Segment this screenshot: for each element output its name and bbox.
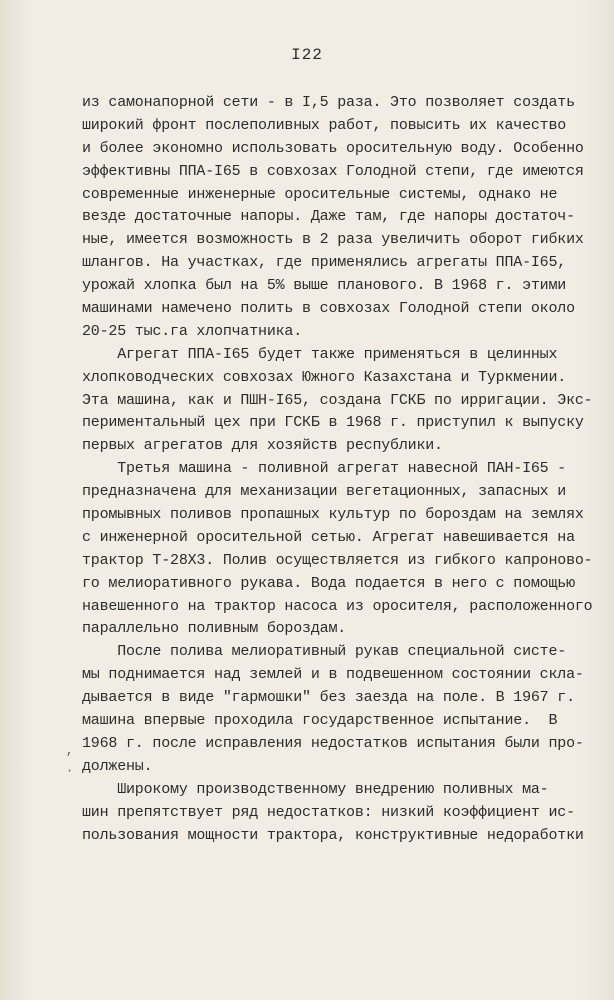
text-line: должены. — [82, 757, 153, 775]
margin-tick-mark: · — [66, 764, 74, 778]
text-line: современные инженерные оросительные системы, однако не — [82, 185, 558, 203]
text-line: 1968 г. после исправления недостатков испытания были про- — [82, 734, 584, 752]
text-line: машина впервые проходила государственное испытание. В — [82, 712, 558, 730]
text-line: дывается в виде "гармошки" без заезда на поле. В 1967 г. — [82, 689, 575, 707]
text-line: хлопководческих совхозах Южного Казахстана и Туркмении. — [82, 368, 567, 386]
text-line: Эта машина, как и ПШН-I65, создана ГСКБ по ирригации. Экс- — [82, 391, 593, 409]
text-line: го мелиоративного рукава. Вода подается в него с помощью — [82, 574, 575, 592]
text-line: Третья машина - поливной агрегат навесной ПАН-I65 - — [82, 460, 567, 478]
text-line: мы поднимается над землей и в подвешенном состоянии скла- — [82, 666, 584, 684]
text-line: предназначена для механизации вегетационных, запасных и — [82, 483, 567, 501]
text-line: параллельно поливным бороздам. — [82, 620, 347, 638]
text-line: шин препятствует ряд недостатков: низкий коэффициент ис- — [82, 803, 575, 821]
text-line: из самонапорной сети - в I,5 раза. Это позволяет создать — [82, 94, 575, 111]
text-line: Агрегат ППА-I65 будет также применяться в целинных — [82, 345, 558, 363]
text-line: После полива мелиоративный рукав специальной систе- — [82, 643, 567, 661]
text-line: шлангов. На участках, где применялись агрегаты ППА-I65, — [82, 254, 567, 272]
text-line: периментальный цех при ГСКБ в 1968 г. приступил к выпуску — [82, 414, 584, 432]
body-text — [82, 92, 593, 847]
page-number: I22 — [291, 46, 323, 64]
text-line: с инженерной оросительной сетью. Агрегат навешивается на — [82, 528, 575, 546]
text-line: ные, имеется возможность в 2 раза увеличить оборот гибких — [82, 231, 584, 249]
text-line: везде достаточные напоры. Даже там, где напоры достаточ- — [82, 208, 575, 226]
text-line: пользования мощности трактора, конструктивные недоработки — [82, 826, 584, 844]
margin-tick-mark: , — [66, 744, 74, 758]
text-line: машинами намечено полить в совхозах Голодной степи около — [82, 300, 575, 318]
text-line: урожай хлопка был на 5% выше планового. В 1968 г. этими — [82, 277, 567, 295]
text-line: промывных поливов пропашных культур по бороздам на землях — [82, 506, 584, 524]
text-line: навешенного на трактор насоса из оросителя, расположенного — [82, 597, 593, 615]
text-line: широкий фронт послеполивных работ, повысить их качество — [82, 116, 567, 134]
text-line: первых агрегатов для хозяйств республики. — [82, 437, 443, 455]
text-line: эффективны ППА-I65 в совхозах Голодной степи, где имеются — [82, 162, 584, 180]
text-line: 20-25 тыс.га хлопчатника. — [82, 322, 303, 340]
text-line: и более экономно использовать оросительную воду. Особенно — [82, 139, 584, 157]
text-line: трактор Т-28Х3. Полив осуществляется из гибкого капроново- — [82, 551, 593, 569]
text-line: Широкому производственному внедрению поливных ма- — [82, 780, 549, 798]
